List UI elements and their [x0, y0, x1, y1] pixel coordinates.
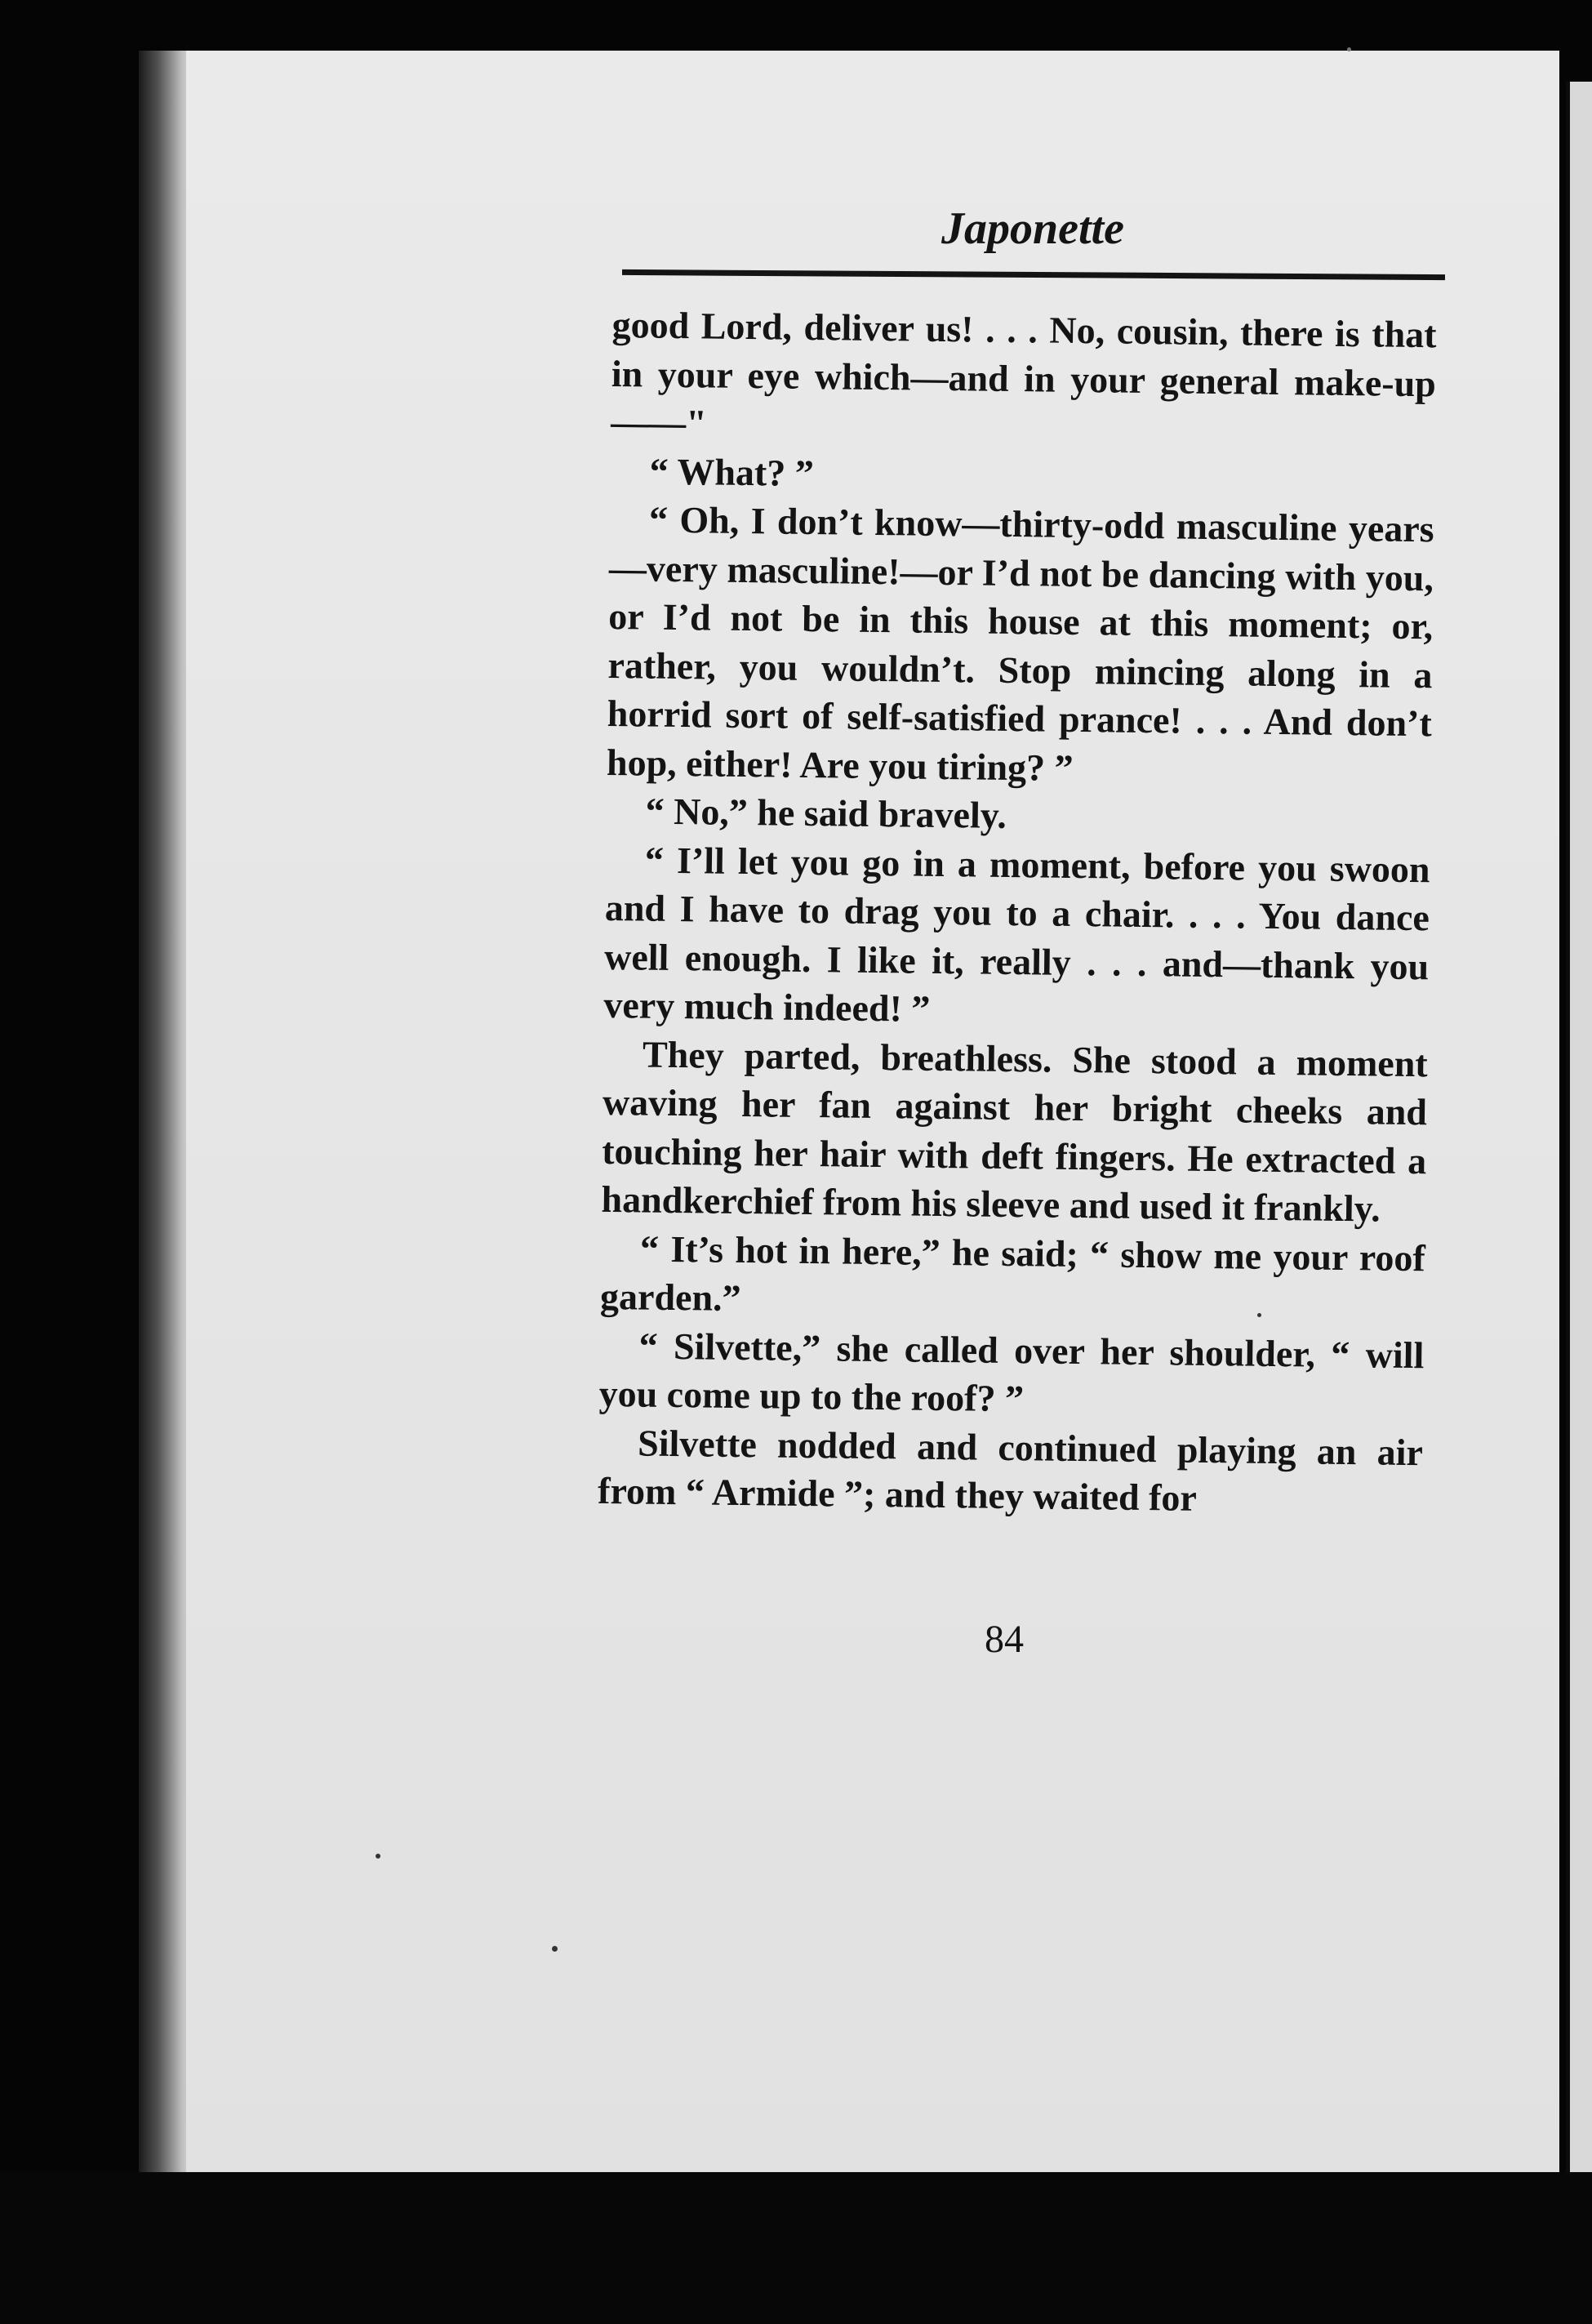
paragraph: Silvette nodded and continued playing an air from “ Armide ”; and they waited for: [597, 1421, 1424, 1519]
dust-speck: [1347, 47, 1351, 51]
dust-speck: [376, 1854, 380, 1859]
paragraph: “ What? ”: [649, 450, 815, 494]
dust-speck: [552, 1946, 558, 1952]
running-title: Japonette: [941, 203, 1124, 254]
dust-speck: [1257, 1313, 1261, 1317]
paragraph: “ Oh, I don’t know—thirty-odd masculine years—very masculine!—or I’d not be dancing with you, or I’d not be in this house at this moment; or, rather, you wouldn’t. Stop mincing along in a horrid sort of self-satisfied prance! . . . And don’t hop, either! Are you tiring? ”: [606, 498, 1434, 789]
scan-bottom-shadow: [0, 2172, 1592, 2324]
page-number: 84: [985, 1618, 1024, 1661]
paragraph: They parted, breathless. She stood a moment waving her fan against her bright cheeks and touching her hair with deft fingers. He extracted a handkerchief from his sleeve and used it frankly.: [601, 1033, 1428, 1230]
paragraph: “ No,” he said bravely.: [645, 790, 1007, 836]
facing-page-edge: [1566, 82, 1592, 2172]
paragraph: “ I’ll let you go in a moment, before you swoon and I have to drag you to a chair. . . . You dance well enough. I like it, really . . . and—thank you very much indeed! ”: [603, 839, 1430, 1030]
paragraph: “ Silvette,” she called over her shoulder, “ will you come up to the roof? ”: [598, 1324, 1425, 1420]
paragraph: good Lord, deliver us! . . . No, cousin, there is that in your eye which—and in your general make-up——": [610, 303, 1437, 444]
paragraph: “ It’s hot in here,” he said; “ show me your roof garden.”: [599, 1227, 1426, 1320]
body-text: [598, 301, 1437, 1525]
